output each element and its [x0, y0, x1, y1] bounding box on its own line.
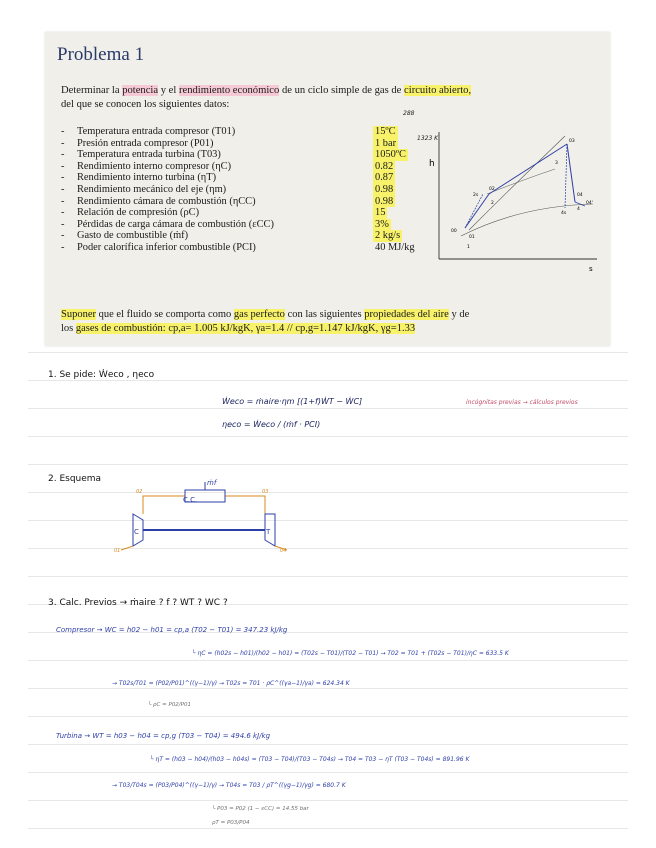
eq-eta: ηeco = Ẇeco / (ṁf · PCI)	[222, 420, 321, 429]
closing-statement: Suponer que el fluido se comporta como gas perfecto con las siguientes propiedades del aire y de los gases de combustión: cp,a= 1.005 kJ/kgK, γa=1.4 // cp,g=1.147 kJ/kgK, γg=1.33	[61, 309, 470, 334]
state-label: 04	[280, 548, 287, 554]
param-item: - Relación de compresión (ρC) 15	[61, 207, 421, 219]
problem-slide	[45, 32, 610, 346]
hs-diagram	[425, 124, 600, 304]
highlight-potencia: potencia	[122, 85, 159, 96]
turbine-efficiency-eq: └ ηT = (h03 − h04)/(h03 − h04s) = (T03 − T04)/(T03 − T04s) → T04 = T03 − ηT (T03 − T04s) = 891.96 K	[150, 756, 470, 763]
annotation-1323: 1323 K	[417, 135, 439, 142]
param-value: 15ºC	[375, 126, 396, 137]
param-item: - Temperatura entrada turbina (T03) 1050ºC	[61, 149, 421, 161]
point-label: 00	[451, 229, 457, 234]
param-value: 3%	[375, 218, 389, 230]
point-label: 04	[577, 193, 583, 198]
param-value: 0.98	[375, 183, 394, 195]
highlight-suponer: Suponer	[61, 309, 96, 320]
state-label: 03	[262, 489, 269, 495]
section-2-heading: 2. Esquema	[48, 474, 102, 484]
param-value: 40 MJ/kg	[375, 241, 415, 253]
highlight-gas: gas perfecto	[233, 309, 285, 320]
section-1-heading: 1. Se pide: Ẇeco , ηeco	[48, 370, 155, 380]
side-note: incógnitas previas → cálculos previos	[466, 399, 578, 406]
param-item: - Presión entrada compresor (P01) 1 bar	[61, 138, 421, 150]
param-item: - Rendimiento interno compresor (ηC) 0.82	[61, 161, 421, 173]
compressor-label: C	[134, 528, 139, 536]
intro-text: Determinar la	[61, 85, 123, 96]
h-axis-label: h	[429, 159, 435, 169]
param-value: 1050ºC	[375, 149, 406, 161]
point-label: 2s	[473, 193, 479, 198]
s-axis-label: s	[589, 265, 593, 273]
turbine-pressure-note: └ P03 = P02 (1 − εCC) = 14.55 bar	[212, 806, 309, 812]
annotation-288: 288	[403, 110, 415, 117]
highlight-gases: gases de combustión	[75, 323, 163, 334]
highlight-circuito: circuito abierto,	[404, 85, 472, 96]
point-label: 1	[467, 245, 470, 250]
point-label: 02	[489, 187, 495, 192]
param-item: - Temperatura entrada compresor (T01) 15ºC	[61, 126, 421, 138]
point-label: 4s	[561, 211, 567, 216]
highlight-propiedades: propiedades del aire	[364, 309, 449, 320]
point-label: 3	[555, 161, 558, 166]
turbine-label: T	[266, 528, 271, 536]
highlight-rendimiento: rendimiento económico	[178, 85, 280, 96]
point-label: 04'	[586, 201, 593, 206]
cc-label: C.C.	[183, 496, 198, 504]
intro-text: de un ciclo simple de gas de	[279, 85, 405, 96]
intro-text: del que se conocen los siguientes datos:	[61, 99, 230, 110]
compressor-ratio-note: └ ρC = P02/P01	[148, 702, 191, 708]
intro-text: y el	[158, 85, 179, 96]
slide-title: Problema 1	[57, 44, 145, 65]
param-value: 0.87	[375, 172, 394, 184]
compressor-isentropic-eq: → T02s/T01 = (P02/P01)^((γ−1)/γ) → T02s = T01 · ρC^((γa−1)/γa) = 624.34 K	[112, 680, 350, 687]
point-label: 2	[491, 201, 494, 206]
point-label: 03	[569, 139, 575, 144]
param-item: - Rendimiento interno turbina (ηT) 0.87	[61, 172, 421, 184]
properties-text: : cp,a= 1.005 kJ/kgK, γa=1.4 // cp,g=1.147 kJ/kgK, γg=1.33	[162, 323, 416, 334]
param-item: - Rendimiento cámara de combustión (ηCC) 0.98	[61, 196, 421, 208]
point-label: 4	[577, 207, 580, 212]
param-item: - Poder calorífica inferior combustible (PCI) 40 MJ/kg	[61, 242, 421, 254]
param-item: - Gasto de combustible (ṁf) 2 kg/s	[61, 230, 421, 242]
state-label: 01	[114, 548, 121, 554]
eq-weco: Ẇeco = ṁaire·ηm [(1+f)ẆT − ẆC]	[222, 397, 363, 406]
state-label: 02	[136, 489, 143, 495]
turbine-isentropic-eq: → T03/T04s = (P03/P04)^((γ−1)/γ) → T04s = T03 / ρT^((γg−1)/γg) = 680.7 K	[112, 782, 346, 789]
param-value: 15	[375, 207, 386, 219]
section-3-heading: 3. Calc. Previos → ṁaire ? f ? WT ? WC ?	[48, 598, 228, 608]
param-item: - Pérdidas de carga cámara de combustión (εCC) 3%	[61, 219, 421, 231]
param-value: 0.82	[375, 160, 394, 172]
param-value: 2 kg/s	[375, 230, 401, 242]
param-value: 1 bar	[375, 137, 397, 149]
compressor-work-eq: Compresor → WC = h02 − h01 = cp,a (T02 − T01) = 347.23 kJ/kg	[56, 626, 288, 634]
turbine-ratio-note: ρT = P03/P04	[212, 820, 250, 826]
problem-statement	[61, 84, 601, 112]
fuel-label: ṁf	[207, 479, 217, 487]
point-label: 01	[469, 235, 475, 240]
turbine-work-eq: Turbina → WT = h03 − h04 = cp,g (T03 − T04) = 494.6 kJ/kg	[56, 732, 271, 740]
parameter-list	[61, 126, 421, 254]
param-item: - Rendimiento mecánico del eje (ηm) 0.98	[61, 184, 421, 196]
compressor-efficiency-eq: └ ηC = (h02s − h01)/(h02 − h01) = (T02s − T01)/(T02 − T01) → T02 = T01 + (T02s − T01)/ηC = 633.5 K	[192, 650, 509, 657]
param-value: 0.98	[375, 195, 394, 207]
